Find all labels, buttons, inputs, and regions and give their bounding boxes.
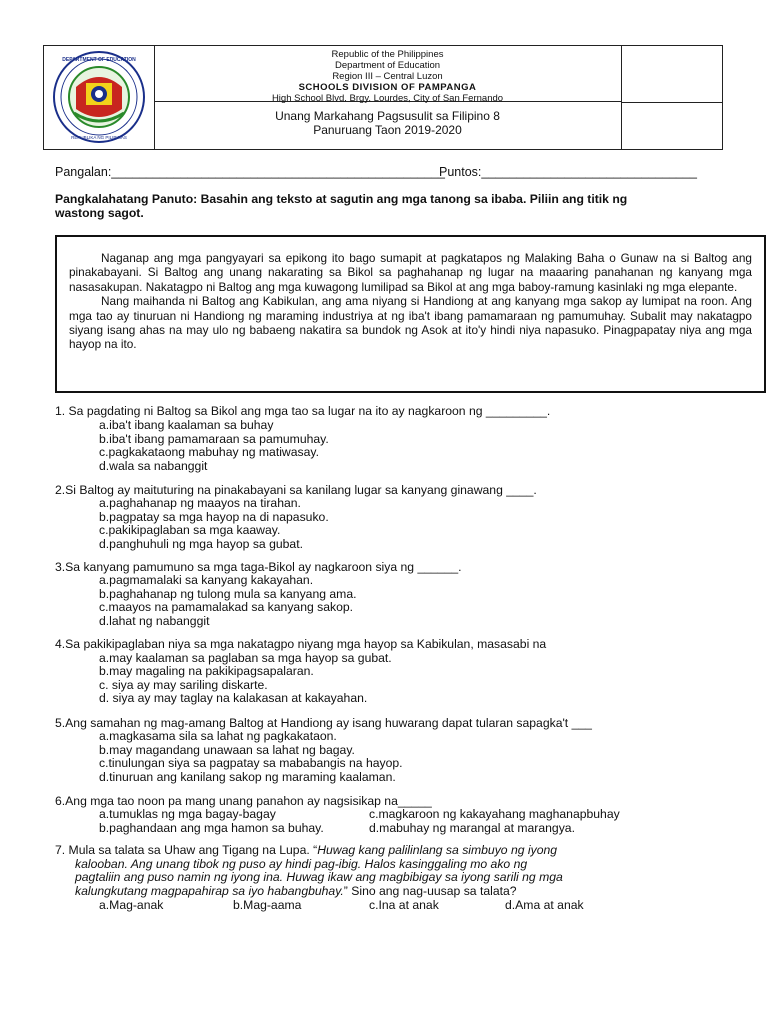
name-field[interactable]: Pangalan:________________________________________________ <box>55 165 445 179</box>
division-address: High School Blvd. Brgy. Lourdes, City of San Fernando <box>271 93 504 104</box>
question-6-option-c[interactable]: c.magkaroon ng kakayahang maghanapbuhay <box>369 807 620 821</box>
passage-box <box>55 235 766 393</box>
question-5-option-b[interactable]: b.may magandang unawaan sa lahat ng bagay. <box>99 743 355 757</box>
question-3-option-b[interactable]: b.paghahanap ng tulong mula sa kanyang ama. <box>99 587 357 601</box>
question-2-option-c[interactable]: c.pakikipaglaban sa mga kaaway. <box>99 523 281 537</box>
question-7-option-c[interactable]: c.Ina at anak <box>369 898 439 912</box>
logo-cell <box>44 46 155 149</box>
question-4-option-d[interactable]: d. siya ay may taglay na kalakasan at kakayahan. <box>99 691 368 705</box>
school-year: Panuruang Taon 2019-2020 <box>313 123 462 137</box>
passage-paragraph-1: Naganap ang mga pangyayari sa epikong ito bago sumapit at pagkatapos ng Malaking Baha o Gunaw na si Baltog ang pinakabayani. Si Baltog ang unang nakarating sa Bikol sa paghahanap ng lugar na maaaring panahanan ng kanyang mga nasasakupan. Nakatagpo ni Baltog ang mga kuwagong lumilipad sa Bikol at ang mga baboy-ramung kasinlaki ng mga elepante. <box>69 251 752 294</box>
question-2-option-b[interactable]: b.pagpatay sa mga hayop na di napasuko. <box>99 510 329 524</box>
question-7-option-a[interactable]: a.Mag-anak <box>99 898 164 912</box>
exam-title: Unang Markahang Pagsusulit sa Filipino 8 <box>275 109 500 123</box>
header-line-2: Department of Education <box>334 60 441 71</box>
question-7-prefix: 7. Mula sa talata sa Uhaw ang Tigang na Lupa. “ <box>55 843 318 857</box>
question-5-option-d[interactable]: d.tinuruan ang kanilang sakop ng maraming kaalaman. <box>99 770 396 784</box>
exam-title-block <box>154 103 621 149</box>
question-2-stem: 2.Si Baltog ay maituturing na pinakabayani sa kanilang lugar sa kanyang ginawang ____. <box>55 483 537 497</box>
division-name: SCHOOLS DIVISION OF PAMPANGA <box>298 82 477 93</box>
question-1-option-c[interactable]: c.pagkakataong mabuhay ng matiwasay. <box>99 445 319 459</box>
question-5-option-c[interactable]: c.tinulungan siya sa pagpatay sa mababangis na hayop. <box>99 756 403 770</box>
question-4-option-c[interactable]: c. siya ay may sariling diskarte. <box>99 678 268 692</box>
passage-paragraph-2: Nang maihanda ni Baltog ang Kabikulan, ang ama niyang si Handiong at ang kanyang mga sakop ay lumipat na roon. Ang mga tao ay tinuruan ni Handiong ng maraming industriya at ng iba't ibang pamamaraan ng pamumuhay. Subalit may nakatagpo siyang isang ahas na may ulo ng babaeng nakatira sa bundok ng Asok at ito'y hindi niya napasuko. Pinagpapatay niya ang mga hayop na ito. <box>69 294 752 352</box>
question-4-option-a[interactable]: a.may kaalaman sa paglaban sa mga hayop sa gubat. <box>99 651 392 665</box>
question-3-option-a[interactable]: a.pagmamalaki sa kanyang kakayahan. <box>99 573 314 587</box>
question-7-option-d[interactable]: d.Ama at anak <box>505 898 584 912</box>
question-6-option-d[interactable]: d.mabuhay ng marangal at marangya. <box>369 821 575 835</box>
question-2-option-d[interactable]: d.panghuhuli ng mga hayop sa gubat. <box>99 537 303 551</box>
question-7-stem <box>55 843 557 857</box>
question-4-stem: 4.Sa pakikipaglaban niya sa mga nakatagpo niyang mga hayop sa Kabikulan, masasabi na <box>55 637 547 651</box>
question-7-quote-line-3: pagtaliin ang puso namin ng iyong ina. Huwag ikaw ang magbibigay sa iyong sarili ng mga <box>75 870 563 884</box>
header-title-cell <box>154 46 622 149</box>
question-1-option-a[interactable]: a.iba't ibang kaalaman sa buhay <box>99 418 274 432</box>
question-7-quote-line-4 <box>75 884 517 898</box>
question-1-stem: 1. Sa pagdating ni Baltog sa Bikol ang mga tao sa lugar na ito ay nagkaroon ng _________. <box>55 404 551 418</box>
instructions-line-1: Pangkalahatang Panuto: Basahin ang teksto at sagutin ang mga tanong sa ibaba. Piliin ang titik ng <box>55 192 628 206</box>
question-1-option-b[interactable]: b.iba't ibang pamamaraan sa pamumuhay. <box>99 432 329 446</box>
deped-seal-logo <box>46 47 152 147</box>
question-7-quote-end: kalungkutang magpapahirap sa iyo habangbuhay. <box>75 884 344 898</box>
question-1-option-d[interactable]: d.wala sa nabanggit <box>99 459 208 473</box>
score-field[interactable]: Puntos:_______________________________ <box>439 165 697 179</box>
question-3-option-c[interactable]: c.maayos na pamamalakad sa kanyang sakop. <box>99 600 354 614</box>
question-4-option-b[interactable]: b.may magaling na pakikipagsapalaran. <box>99 664 314 678</box>
question-2-option-a[interactable]: a.paghahanap ng maayos na tirahan. <box>99 496 301 510</box>
question-7-option-b[interactable]: b.Mag-aama <box>233 898 302 912</box>
svg-text:DEPARTMENT OF EDUCATION: DEPARTMENT OF EDUCATION <box>62 57 136 63</box>
header-table <box>43 45 723 150</box>
question-7-quote-line-1: Huwag kang palilinlang sa simbuyo ng iyong <box>317 843 558 857</box>
question-3-option-d[interactable]: d.lahat ng nabanggit <box>99 614 210 628</box>
agency-block <box>154 46 621 102</box>
svg-text:REPUBLIKA NG PILIPINAS: REPUBLIKA NG PILIPINAS <box>71 135 127 140</box>
right-cell-divider <box>622 102 722 103</box>
question-5-option-a[interactable]: a.magkasama sila sa lahat ng pagkakataon. <box>99 729 337 743</box>
question-6-option-a[interactable]: a.tumuklas ng mga bagay-bagay <box>99 807 276 821</box>
question-5-stem: 5.Ang samahan ng mag-amang Baltog at Handiong ay isang huwarang dapat tularan sapagka't ___ <box>55 716 592 730</box>
question-7-suffix: ” Sino ang nag-uusap sa talata? <box>343 884 517 898</box>
question-6-option-b[interactable]: b.paghandaan ang mga hamon sa buhay. <box>99 821 324 835</box>
question-3-stem: 3.Sa kanyang pamumuno sa mga taga-Bikol ay nagkaroon siya ng ______. <box>55 560 462 574</box>
header-line-1: Republic of the Philippines <box>331 49 444 60</box>
right-blank-cell <box>621 46 722 149</box>
question-6-stem: 6.Ang mga tao noon pa mang unang panahon ay nagsisikap na_____ <box>55 794 432 808</box>
header-line-3: Region III – Central Luzon <box>332 71 443 82</box>
instructions-line-2: wastong sagot. <box>55 206 144 220</box>
question-7-quote-line-2: kalooban. Ang unang tibok ng puso ay hindi pag-ibig. Halos kasinggaling mo ako ng <box>75 857 528 871</box>
